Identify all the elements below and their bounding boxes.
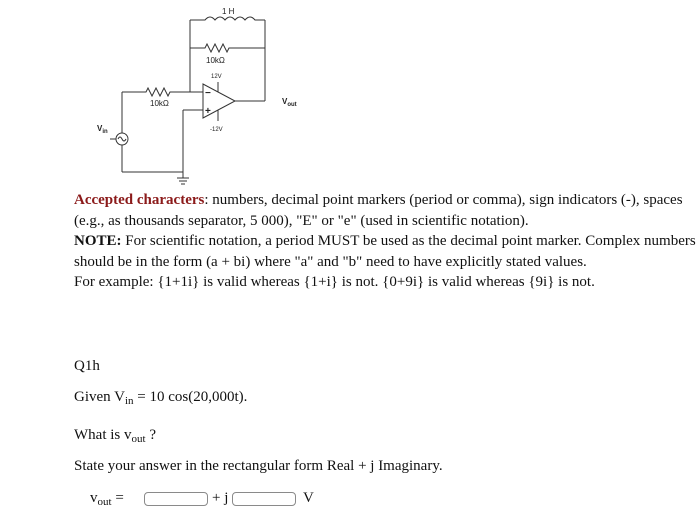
- accepted-characters-heading: Accepted characters: [74, 192, 205, 208]
- real-part-input[interactable]: [144, 492, 208, 506]
- inductor-symbol: [190, 17, 265, 20]
- input-resistor-label: 10kΩ: [150, 99, 169, 108]
- instructions-block: [74, 190, 696, 293]
- what-question: What is $v_{out}$ ?: [74, 427, 156, 445]
- example-text: For example: {1+1i} is valid whereas {1+i} is not. {0+9i} is valid whereas {9i} is not.: [74, 274, 595, 290]
- note-paragraph: [74, 231, 696, 272]
- note-label: NOTE:: [74, 233, 122, 249]
- non-inverting-input-sign: +: [205, 106, 211, 117]
- supply-positive-label: 12V: [211, 74, 222, 80]
- unit-label: V: [303, 490, 314, 506]
- supply-negative-label: -12V: [210, 127, 223, 133]
- imaginary-part-input[interactable]: [232, 492, 296, 506]
- accepted-characters-paragraph: [74, 190, 696, 231]
- question-label: Q1h: [74, 358, 100, 374]
- plus-j-label: + j: [212, 490, 229, 506]
- input-resistor-symbol: [122, 88, 203, 96]
- inverting-input-sign: −: [205, 88, 211, 99]
- vout-label: $V_{out}$: [282, 97, 297, 108]
- vin-label: $V_{in}$: [97, 124, 108, 135]
- feedback-resistor-label: 10kΩ: [206, 56, 225, 65]
- given-statement: Given $V_{in} = 10$ cos(20,000t).: [74, 389, 248, 407]
- inductor-label: 1 H: [222, 7, 235, 16]
- accepted-characters-text: : numbers, decimal point markers (period or comma), sign indicators (-), spaces (e.g., as thousands separator, 5 000), "E" or "e" (used in scientific notation).: [74, 192, 683, 229]
- feedback-resistor-symbol: [190, 44, 265, 52]
- answer-format-instruction: State your answer in the rectangular form Real + j Imaginary.: [74, 458, 443, 474]
- note-text: For scientific notation, a period MUST be used as the decimal point marker. Complex numbers should be in the form (a + bi) where "a" and "b" need to have explicitly stated values.: [74, 233, 696, 270]
- vout-answer-label: $v_{out}$ =: [90, 490, 124, 508]
- circuit-diagram: [0, 0, 700, 190]
- ground-symbol: [177, 178, 189, 184]
